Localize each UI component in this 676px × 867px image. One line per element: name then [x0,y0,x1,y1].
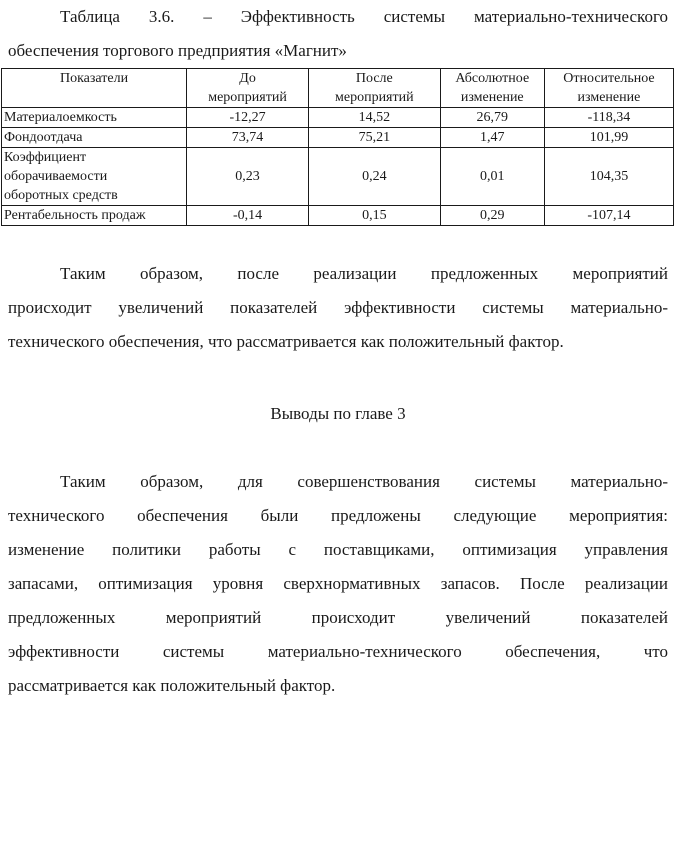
header-before-line-2: мероприятий [208,90,287,105]
header-indicator [2,69,187,108]
row-abs: 0,01 [440,148,544,206]
paragraph-line: рассматривается как положительный фактор. [8,676,336,695]
row-abs: 0,29 [440,206,544,226]
caption-line-2: обеспечения торгового предприятия «Магнит» [8,41,347,60]
header-rel-line-2: изменение [577,90,641,105]
paragraph-line: Таким образом, после реализации предложенных мероприятий [60,264,668,283]
row-name: Фондоотдача [2,128,187,148]
header-absolute-change [440,69,544,108]
header-abs-line-1: Абсолютное [455,71,530,86]
paragraph-line: эффективности системы материально-технического обеспечения, что [8,642,668,661]
caption-line-1: Таблица 3.6. – Эффективность системы материально-технического [60,7,668,26]
header-relative-change [544,69,673,108]
row-after: 75,21 [309,128,441,148]
row-name: Рентабельность продаж [2,206,187,226]
header-after-line-2: мероприятий [335,90,414,105]
section-heading: Выводы по главе 3 [270,404,406,423]
row-abs: 1,47 [440,128,544,148]
row-abs: 26,79 [440,108,544,128]
header-abs-line-2: изменение [460,90,524,105]
paragraph-line: предложенных мероприятий происходит увеличений показателей [8,608,668,627]
table-row [2,148,674,206]
paragraph-line: технического обеспечения были предложены следующие мероприятия: [8,506,668,525]
paragraph-line: Таким образом, для совершенствования системы материально- [60,472,668,491]
table-caption [8,0,668,68]
row-after: 0,24 [309,148,441,206]
paragraph-conclusion [8,465,668,703]
paragraph-line: запасами, оптимизация уровня сверхнормативных запасов. После реализации [8,574,668,593]
row-after: 14,52 [309,108,441,128]
paragraph-line: происходит увеличений показателей эффективности системы материально- [8,298,668,317]
row-after: 0,15 [309,206,441,226]
row-name-line-3: оборотных средств [4,188,118,203]
table-row [2,128,674,148]
header-after [309,69,441,108]
row-before: 0,23 [187,148,309,206]
header-rel-line-1: Относительное [563,71,655,86]
table-header-row [2,69,674,108]
table-row [2,108,674,128]
row-rel: -118,34 [544,108,673,128]
paragraph-line: изменение политики работы с поставщиками, оптимизация управления [8,540,668,559]
row-before: -12,27 [187,108,309,128]
header-before-line-1: До [239,71,256,86]
paragraph-line: технического обеспечения, что рассматривается как положительный фактор. [8,332,564,351]
efficiency-table [1,68,674,226]
row-before: -0,14 [187,206,309,226]
row-name-line-2: оборачиваемости [4,169,108,184]
header-before [187,69,309,108]
row-rel: 101,99 [544,128,673,148]
paragraph-summary [8,257,668,359]
row-before: 73,74 [187,128,309,148]
row-name: Материалоемкость [2,108,187,128]
table-row [2,206,674,226]
row-rel: -107,14 [544,206,673,226]
header-after-line-1: После [355,71,393,86]
row-name-line-1: Коэффициент [4,150,87,165]
header-indicator-label: Показатели [59,71,129,86]
row-name [2,148,187,206]
row-rel: 104,35 [544,148,673,206]
